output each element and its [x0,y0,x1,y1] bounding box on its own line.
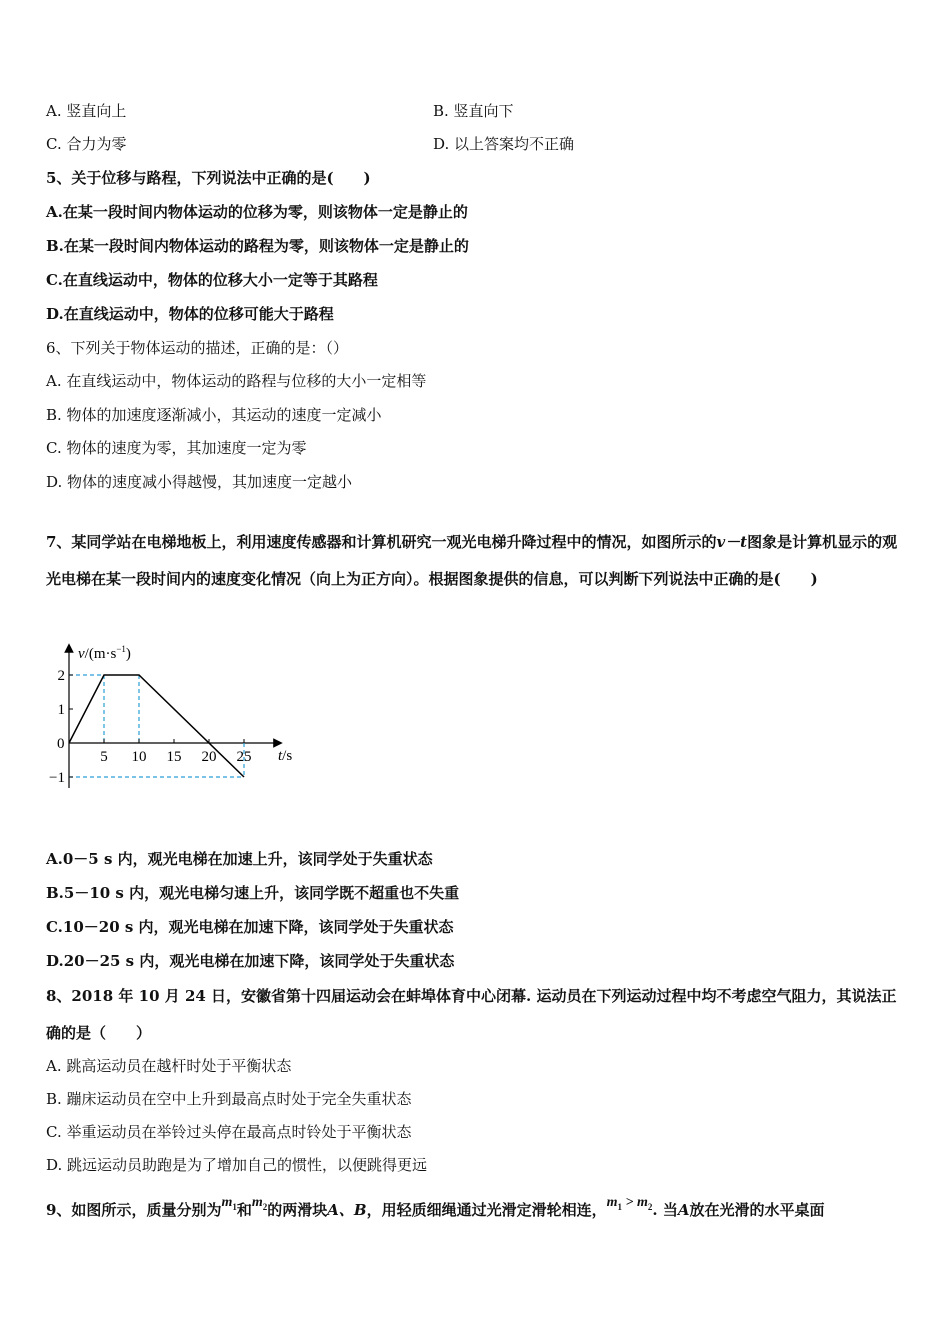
q7-option-b: B.5－10 s 内，观光电梯匀速上升，该同学既不超重也不失重 [46,884,460,902]
m2-symbol [252,1195,267,1210]
m1-subscript: 1 [232,1201,237,1212]
q5-option-b: B.在某一段时间内物体运动的路程为零，则该物体一定是静止的 [46,237,469,255]
q9-ab: A、B [327,1201,367,1219]
q7-vt-graph [40,636,310,796]
q6-option-b: B. 物体的加速度逐渐减小，其运动的速度一定减小 [46,406,382,424]
q4-option-b: B. 竖直向下 [433,102,514,120]
q6-option-a: A. 在直线运动中，物体运动的路程与位移的大小一定相等 [46,372,427,390]
q7-stem-pre: 7、某同学站在电梯地板上，利用速度传感器和计算机研究一观光电梯升降过程中的情况，如图所示的 [46,533,717,551]
x-tick-label: 25 [236,749,252,765]
x-axis-label-t: t [278,748,283,764]
q5-option-c: C.在直线运动中，物体的位移大小一定等于其路程 [46,271,378,289]
q7-option-c: C.10－20 s 内，观光电梯在加速下降，该同学处于失重状态 [46,918,454,936]
m2-letter: m [251,1195,263,1210]
y-axis-label-close: ) [125,646,131,662]
q8-option-b: B. 蹦床运动员在空中上升到最高点时处于完全失重状态 [46,1090,412,1108]
origin-label: 0 [57,736,65,752]
q8-stem: 8、2018 年 10 月 24 日，安徽省第十四届运动会在蚌埠体育中心闭幕. 运动员在下列运动过程中均不考虑空气阻力，其说法正确的是（ ） [46,987,897,1042]
q9-text-6: 放在光滑的水平桌面 [689,1201,825,1219]
q6-option-c: C. 物体的速度为零，其加速度一定为零 [46,439,307,457]
y-axis-label-v: v [78,646,85,662]
q6-stem: 6、下列关于物体运动的描述，正确的是：（） [46,339,349,357]
ineq-m1-letter: m [606,1195,618,1210]
q7-stem-vt: v－t [716,533,748,551]
mass-inequality [607,1195,653,1210]
q8-option-c: C. 举重运动员在举铃过头停在最高点时铃处于平衡状态 [46,1123,412,1141]
ineq-m2-subscript: 2 [647,1201,653,1212]
q5-option-a: A.在某一段时间内物体运动的位移为零，则该物体一定是静止的 [46,203,468,221]
y-axis-label-exp: −1 [116,644,126,654]
q9-text-4: ，用轻质细绳通过光滑定滑轮相连， [366,1201,607,1219]
y-axis-label-unit: /(m·s [84,646,117,662]
ineq-m1-subscript: 1 [617,1201,622,1212]
q9-text-2: 和 [236,1201,252,1219]
q7-stem [46,524,906,598]
m1-letter: m [221,1195,233,1210]
y-tick-label: 1 [57,702,65,718]
q5-option-d: D.在直线运动中，物体的位移可能大于路程 [46,305,334,323]
velocity-curve [69,675,244,777]
q8-option-a: A. 跳高运动员在越杆时处于平衡状态 [46,1057,292,1075]
x-tick-label: 10 [131,749,147,765]
y-axis-label [78,644,131,662]
q7-stem-post: 图象是计算机显示的观光电梯在某一段时间内的速度变化情况（向上为正方向）。根据图象提供的信息，可以判断下列说法中正确的是( ) [46,533,898,588]
m2-subscript: 2 [262,1201,268,1212]
ineq-m2-letter: m [636,1195,648,1210]
q8-option-d: D. 跳远运动员助跑是为了增加自己的惯性，以便跳得更远 [46,1156,428,1174]
q9-text-3: 的两滑块 [267,1201,328,1219]
q9-a: A [677,1201,690,1219]
q4-option-a: A. 竖直向上 [46,102,127,120]
ineq-gt: > [622,1195,637,1210]
x-axis-label [278,748,292,764]
x-tick-label: 20 [201,749,217,765]
q7-option-a: A.0－5 s 内，观光电梯在加速上升，该同学处于失重状态 [46,850,433,868]
x-tick-label: 15 [166,749,182,765]
q9-text-1: 9、如图所示，质量分别为 [46,1201,222,1219]
q9-text-5: . 当 [652,1201,678,1219]
q4-option-d: D. 以上答案均不正确 [433,135,575,153]
q4-option-c: C. 合力为零 [46,135,127,153]
y-tick-label: −1 [49,770,65,786]
q5-stem: 5、关于位移与路程，下列说法中正确的是( ) [46,169,371,187]
x-axis-label-unit: /s [282,748,293,764]
q6-option-d: D. 物体的速度减小得越慢，其加速度一定越小 [46,473,353,491]
m1-symbol [221,1195,236,1210]
x-tick-label: 5 [100,749,108,765]
q7-option-d: D.20－25 s 内，观光电梯在加速下降，该同学处于失重状态 [46,952,455,970]
y-tick-label: 2 [57,668,65,684]
q9-stem [46,1195,825,1226]
